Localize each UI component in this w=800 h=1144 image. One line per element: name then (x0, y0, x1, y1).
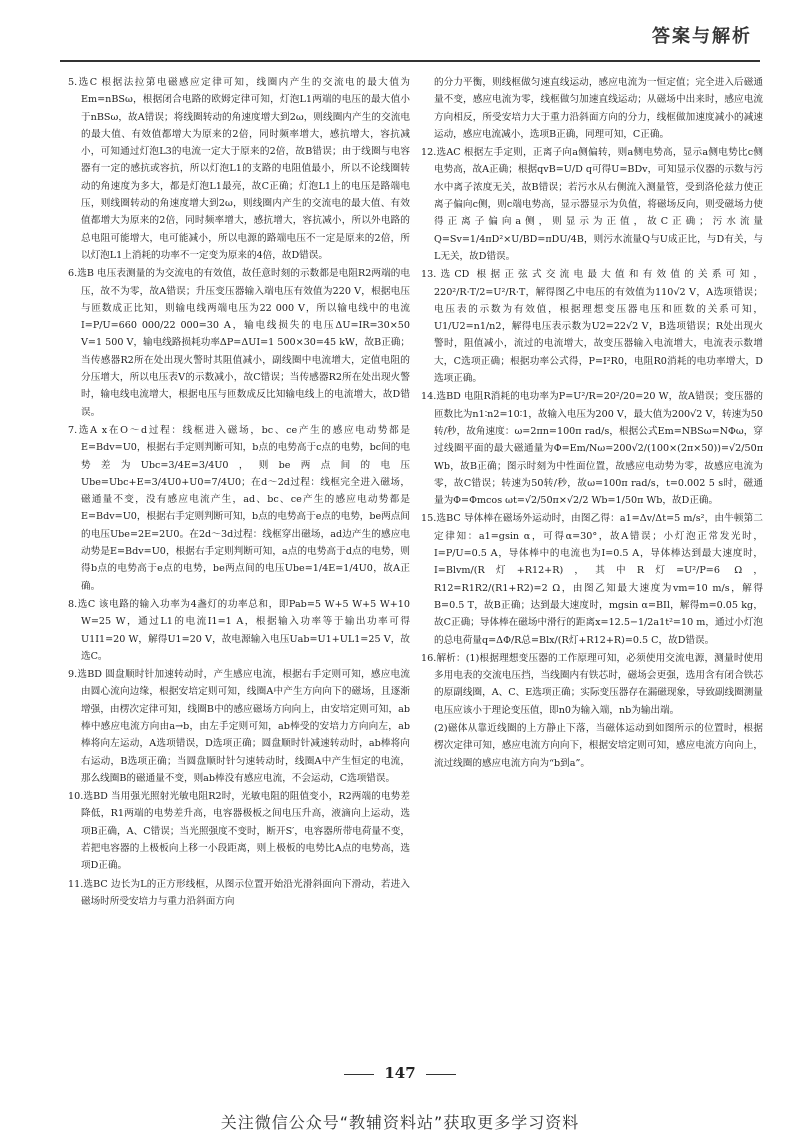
answer-16: 16.解析：(1)根据理想变压器的工作原理可知，必须使用交流电源，测量时使用多用电表的交流电压挡，当线圈内有铁芯时，磁场会更强，选用含有闭合铁芯的原副线圈，A、C、E选项正确；实际变压器存在漏磁现象，导致副线圈测量电压应该小于理论变压值，即n0为输入端，nb为输出端。 (421, 652, 763, 716)
answer-11-continued: 的分力平衡，则线框做匀速直线运动，感应电流为一恒定值；完全进入后磁通量不变，感应电流为零，线框做匀加速直线运动；从磁场中出来时，感应电流方向相反，所受安培力大于重力沿斜面方向的分力，线框做加速度减小的减速运动，感应电流减小，选项B正确，同理可知，C正确。 (434, 77, 763, 140)
answer-15: 15.选BC 导体棒在磁场外运动时，由图乙得：a1=Δv/Δt=5 m/s²，由牛顿第二定律知：a1=gsin α，可得α=30°，故A错误；小灯泡正常发光时，I=P/U=0.5 A，导体棒中的电流也为I=0.5 A，导体棒达到最大速度时，I=Blvm/(R灯+R12+R)，其中R灯=U²/P=6 Ω，R12=R1R2/(R1+R2)=2 Ω，由图乙知最大速度为vm=10 m/s，解得B=0.5 T，故B正确；达到最大速度时，mgsin α=BIl，解得m=0.05 kg，故C正确；导体棒在磁场中滑行的距离x=12.5−1/2a1t²=10 m，通过小灯泡的总电荷量q=ΔΦ/R总=Blx/(R灯+R12+R)=0.5 C，故D错误。 (421, 513, 763, 646)
page-number (0, 1064, 800, 1082)
section-title: 答案与解析 (652, 26, 752, 47)
answer-14: 14.选BD 电阻R消耗的电功率为P=U²/R=20²/20=20 W，故A错误；变压器的匝数比为n1∶n2=10∶1，故输入电压为200 V，最大值为200√2 V，转速为50转/秒，故角速度：ω=2πn=100π rad/s，根据公式Em=NBSω=NΦω，穿过线圈平面的最大磁通量为Φ=Em/Nω=200√2/(100×(2π×50))=√2/50π Wb，故B正确；图示时刻为中性面位置，故感应电动势为零，故感应电流为零，故C错误；转速为50转/秒，故ω=100π rad/s，t=0.002 5 s时，磁通量为Φ=Φmcos ωt=√2/50π×√2/2 Wb=1/50π Wb，故D正确。 (421, 391, 763, 507)
answer-12: 12.选AC 根据左手定则，正离子向a侧偏转，则a侧电势高，显示a侧电势比c侧电势高，故A正确；根据qvB=U/D q可得U=BDv，可知显示仪器的示数与污水中离子浓度无关，故B错误；若污水从右侧流入测量管，受到洛伦兹力使正离子偏向c侧，则c端电势高，显示器显示为负值，将磁场反向，则受磁场力使得正离子偏向a侧，则显示为正值，故C正确；污水流量Q=Sv=1/4πD²×U/BD=πDU/4B，则污水流量Q与U成正比，与D有关，与L无关，故D错误。 (421, 147, 763, 262)
answer-9: 9.选BD 圆盘顺时针加速转动时，产生感应电流，根据右手定则可知，感应电流由圆心流向边缘，根据安培定则可知，线圈A中产生方向向下的磁场，且逐渐增强，由楞次定律可知，线圈B中的感应磁场方向向上，由安培定则可知，ab棒中感应电流方向由a→b，由左手定则可知，ab棒受的安培力方向向左，ab棒将向左运动，A选项错误，D选项正确；圆盘顺时针减速转动时，ab棒将向右运动，B选项正确；当圆盘顺时针匀速转动时，线圈A中产生恒定的电流，那么线圈B的磁通量不变，则ab棒没有感应电流，不会运动，C选项错误。 (68, 669, 410, 784)
page-number-dash-left (344, 1074, 374, 1075)
right-column (421, 74, 763, 773)
left-column (68, 74, 410, 911)
answer-10: 10.选BD 当用强光照射光敏电阻R2时，光敏电阻的阻值变小，R2两端的电势差降低，R1两端的电势差升高，电容器极板之间电压升高，液滴向上运动，选项B正确，A、C错误；当光照强度不变时，断开S′，电容器所带电荷量不变，若把电容器的上极板向上移一小段距离，则上极板的电势比A点的电势高，选项D正确。 (68, 791, 410, 872)
answer-7: 7.选A x在O～d过程：线框进入磁场，bc、ce产生的感应电动势都是E=Bdv=U0，根据右手定则判断可知，b点的电势高于c点的电势，bc间的电势差为Ubc=3/4E=3/4U0，则be两点间的电压Ube=Ubc+E=3/4U0+U0=7/4U0；在d～2d过程：线框完全进入磁场，磁通量不变，没有感应电流产生，ad、bc、ce产生的感应电动势都是E=Bdv=U0，根据右手定则判断可知，b点的电势高于e点的电势，be两点间的电压Ube=2E=2U0。在2d～3d过程：线框穿出磁场，ad边产生的感应电动势是E=Bdv=U0，根据右手定则判断可知，a点的电势高于d点的电势，则得b点的电势高于e点的电势，be两点间的电压Ube=1/4E=1/4U0，故A正确。 (68, 424, 410, 592)
answer-6: 6.选B 电压表测量的为交流电的有效值，故任意时刻的示数都是电阻R2两端的电压，故不为零，故A错误；升压变压器输入端电压有效值为220 V，根据电压与匝数成正比知，则输电线两端电压为22 000 V，所以输电线中的电流I=P/U=660 000/22 000=30 A，输电线损失的电压ΔU=IR=30×50 V=1 500 V，输电线路损耗功率ΔP=ΔUI=1 500×30=45 kW，故B正确；当传感器R2所在处出现火警时其阻值减小，副线圈中电流增大，定值电阻的分压增大，所以电压表V的示数减小，故C错误；当传感器R2所在处出现火警时，输电线电流增大，根据电压与匝数成反比知输电线上的电流增大，故D错误。 (68, 268, 410, 418)
answer-11: 11.选BC 边长为L的正方形线框，从图示位置开始沿光滑斜面向下滑动，若进入磁场时所受安培力与重力沿斜面方向 (68, 878, 410, 907)
answer-8: 8.选C 该电路的输入功率为4盏灯的功率总和，即Pab=5 W+5 W+5 W+10 W=25 W，通过L1的电流I1=1 A，根据输入功率等于输出功率可得U1I1=20 W，解得U1=20 V，故电源输入电压Uab=U1+UL1=25 V，故选C。 (68, 598, 410, 662)
page-number-value: 147 (384, 1064, 416, 1082)
answer-5: 5.选C 根据法拉第电磁感应定律可知，线圈内产生的交流电的最大值为Em=nBSω，根据闭合电路的欧姆定律可知，灯泡L1两端的电压的最大值小于nBSω，故A错误；将线圈转动的角速度增大到2ω，则线圈内产生的交流电的最大值、有效值都增大为原来的2倍，同时频率增大，感抗增大，容抗减小，可知通过灯泡L3的电流一定大于原来的2倍，故B错误；由于线圈与电容器有一定的感抗或容抗，所以灯泡L1的支路的电阻值最小，所以不论线圈转动的角速度为多大，都是灯泡L1最亮，故C正确；灯泡L1上的电压是路端电压，则线圈转动的角速度增大到2ω，则线圈内产生的交流电的最大值、有效值都增大为原来的2倍，同时频率增大，感抗增大，容抗减小，所以外电路的总电阻可能增大，电可能减小，所以电源的路端电压不一定是原来的2倍，所以灯泡L1上消耗的功率不一定变为原来的4倍，故D错误。 (68, 77, 410, 261)
page-number-dash-right (426, 1074, 456, 1075)
page-header (60, 0, 760, 62)
answer-13: 13.选CD 根据正弦式交流电最大值和有效值的关系可知，220²/R·T/2=U²/R·T，解得图乙中电压的有效值为110√2 V，A选项错误；电压表的示数为有效值，根据理想变压器电压和匝数的关系可知，U1/U2=n1/n2，解得电压表示数为U2=22√2 V，B选项错误；R处出现火警时，阻值减小，流过的电流增大，故变压器输入电流增大，电流表示数增大，C选项正确；根据功率公式得，P=I²R0，电阻R0消耗的电功率增大，D选项正确。 (421, 269, 763, 385)
footer-notice: 关注微信公众号“教辅资料站”获取更多学习资料 (220, 1113, 580, 1132)
answer-16-part-2: (2)磁体从靠近线圈的上方静止下落，当磁体运动到如图所示的位置时，根据楞次定律可知，感应电流方向向下，根据安培定则可知，感应电流方向向上，流过线圈的感应电流方向为“b到a”。 (434, 722, 763, 769)
